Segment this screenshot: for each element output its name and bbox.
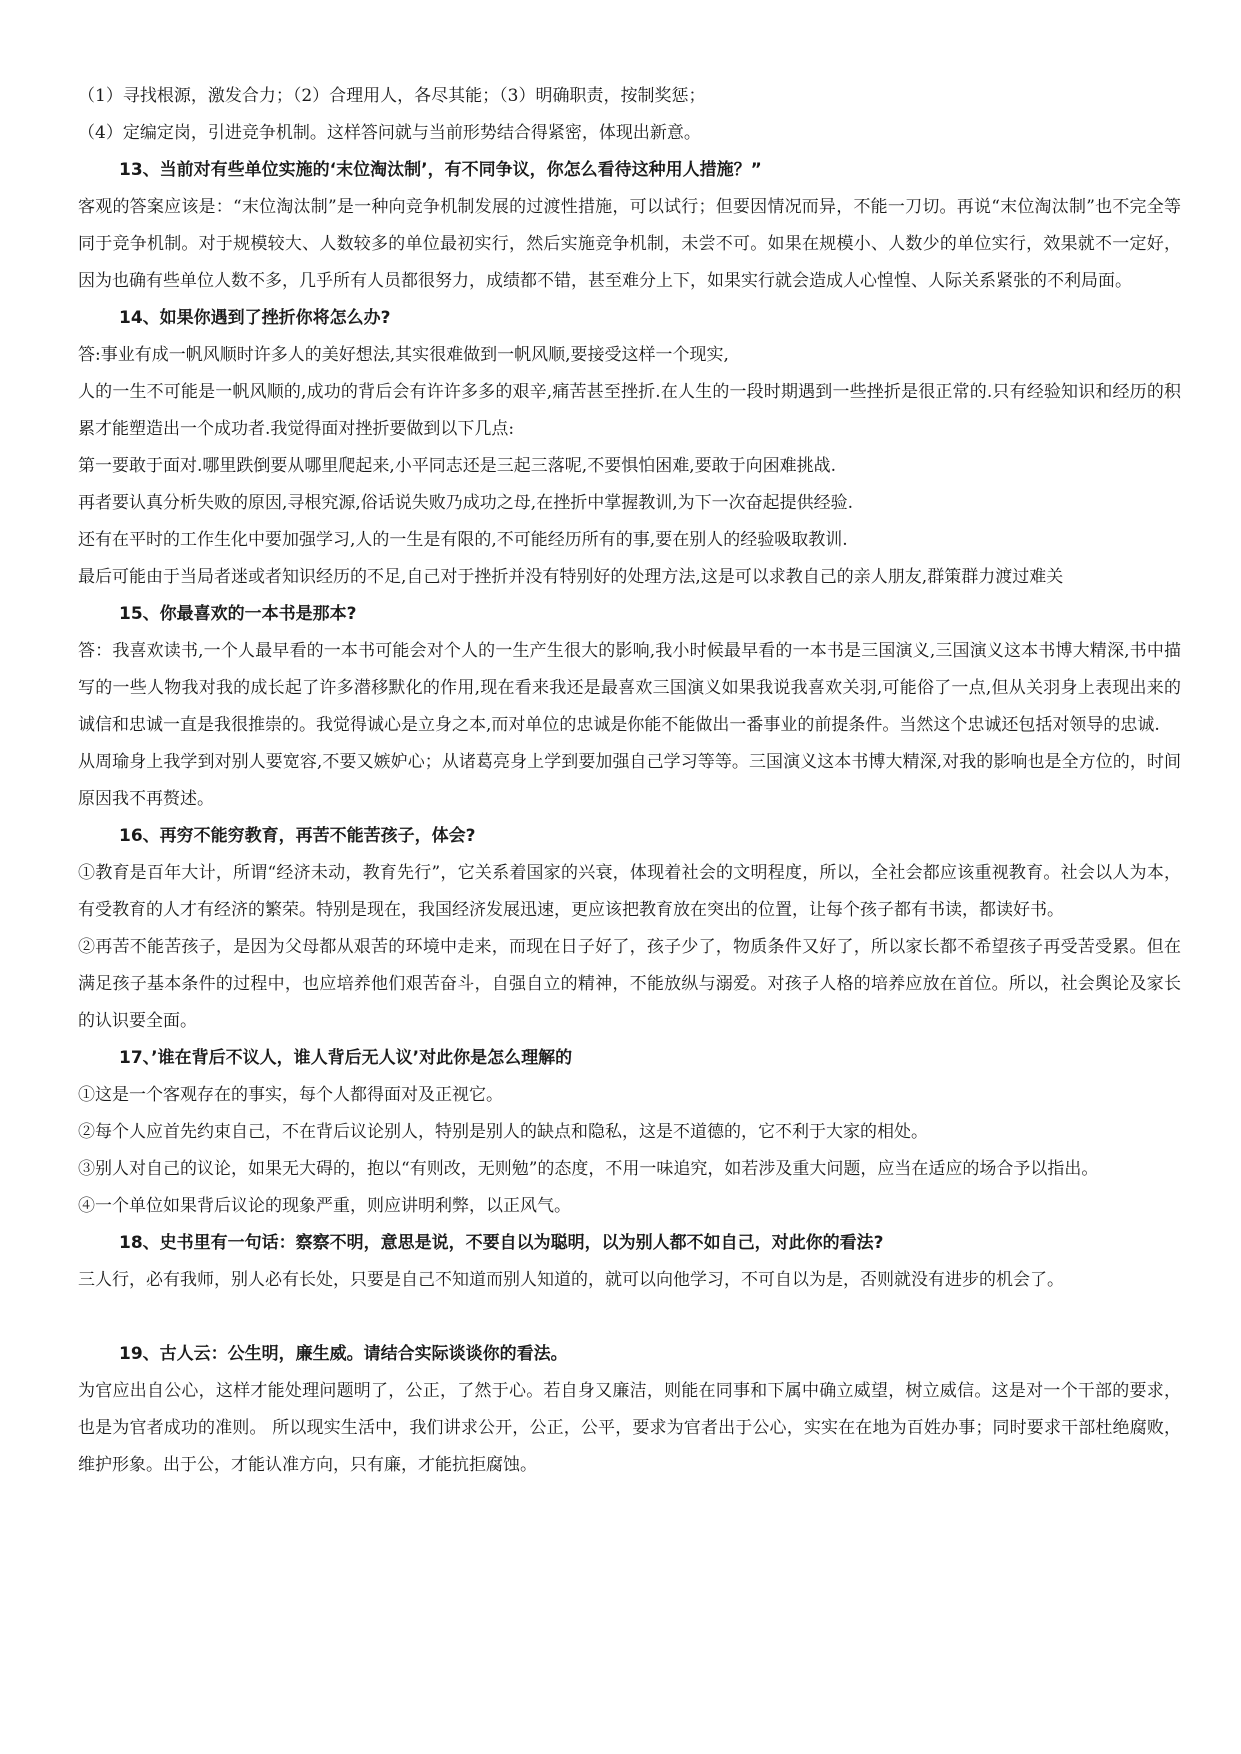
question-16-answer-1: ①教育是百年大计，所谓“经济未动，教育先行”，它关系着国家的兴衰，体现着社会的文明程度，所以，全社会都应该重视教育。社会以人为本，有受教育的人才有经济的繁荣。特别是现在，我国经济发展迅速，更应该把教育放在突出的位置，让每个孩子都有书读，都读好书。 [78,863,1181,920]
question-17-answer-3: ③别人对自己的议论，如果无大碍的，抱以“有则改，无则勉”的态度，不用一味追究，如若涉及重大问题，应当在适应的场合予以指出。 [78,1159,1099,1179]
question-16-title: 16、再穷不能穷教育，再苦不能苦孩子，体会? [119,826,476,846]
question-15-title: 15、你最喜欢的一本书是那本? [119,604,357,624]
question-18-title: 18、史书里有一句话：察察不明，意思是说，不要自以为聪明，以为别人都不如自己，对此你的看法? [119,1233,884,1253]
question-14-answer-5: 还有在平时的工作生化中要加强学习,人的一生是有限的,不可能经历所有的事,要在别人的经验吸取教训. [78,530,848,550]
question-14-title: 14、如果你遇到了挫折你将怎么办? [119,308,391,328]
intro-line-2: （4）定编定岗，引进竞争机制。这样答问就与当前形势结合得紧密，体现出新意。 [78,123,701,143]
question-13-title: 13、当前对有些单位实施的‘末位淘汰制’，有不同争议，你怎么看待这种用人措施？” [119,160,762,180]
question-15-answer-1: 答：我喜欢读书,一个人最早看的一本书可能会对个人的一生产生很大的影响,我小时候最早看的一本书是三国演义,三国演义这本书博大精深,书中描写的一些人物我对我的成长起了许多潜移默化的作用,现在看来我还是最喜欢三国演义如果我说我喜欢关羽,可能俗了一点,但从关羽身上表现出来的诚信和忠诚一直是我很推崇的。我觉得诚心是立身之本,而对单位的忠诚是你能不能做出一番事业的前提条件。当然这个忠诚还包括对领导的忠诚. [78,641,1181,735]
question-17-title: 17、’谁在背后不议人，谁人背后无人议’对此你是怎么理解的 [119,1048,573,1068]
question-18-answer: 三人行，必有我师，别人必有长处，只要是自己不知道而别人知道的，就可以向他学习，不可自以为是，否则就没有进步的机会了。 [78,1270,1064,1290]
question-17-answer-2: ②每个人应首先约束自己，不在背后议论别人，特别是别人的缺点和隐私，这是不道德的，它不利于大家的相处。 [78,1122,928,1142]
question-15-answer-2: 从周瑜身上我学到对别人要宽容,不要又嫉妒心；从诸葛亮身上学到要加强自己学习等等。三国演义这本书博大精深,对我的影响也是全方位的，时间原因我不再赘述。 [78,752,1181,809]
question-14-answer-6: 最后可能由于当局者迷或者知识经历的不足,自己对于挫折并没有特别好的处理方法,这是可以求教自己的亲人朋友,群策群力渡过难关 [78,567,1064,587]
question-16-answer-2: ②再苦不能苦孩子，是因为父母都从艰苦的环境中走来，而现在日子好了，孩子少了，物质条件又好了，所以家长都不希望孩子再受苦受累。但在满足孩子基本条件的过程中，也应培养他们艰苦奋斗，自强自立的精神，不能放纵与溺爱。对孩子人格的培养应放在首位。所以，社会舆论及家长的认识要全面。 [78,937,1181,1031]
question-14-answer-3: 第一要敢于面对.哪里跌倒要从哪里爬起来,小平同志还是三起三落呢,不要惧怕困难,要敢于向困难挑战. [78,456,837,476]
question-13-answer: 客观的答案应该是：“末位淘汰制”是一种向竞争机制发展的过渡性措施，可以试行；但要因情况而异，不能一刀切。再说“末位淘汰制”也不完全等同于竞争机制。对于规模较大、人数较多的单位最初实行，然后实施竞争机制，未尝不可。如果在规模小、人数少的单位实行，效果就不一定好，因为也确有些单位人数不多，几乎所有人员都很努力，成绩都不错，甚至难分上下，如果实行就会造成人心惶惶、人际关系紧张的不利局面。 [78,197,1181,291]
section-spacer [78,1299,1181,1336]
intro-line-1: （1）寻找根源，激发合力；（2）合理用人，各尽其能；（3）明确职责，按制奖惩； [78,86,706,106]
question-14-answer-2: 人的一生不可能是一帆风顺的,成功的背后会有许许多多的艰辛,痛苦甚至挫折.在人生的一段时期遇到一些挫折是很正常的.只有经验知识和经历的积累才能塑造出一个成功者.我觉得面对挫折要做到以下几点: [78,382,1181,439]
question-14-answer-1: 答:事业有成一帆风顺时许多人的美好想法,其实很难做到一帆风顺,要接受这样一个现实, [78,345,729,365]
question-19-answer: 为官应出自公心，这样才能处理问题明了，公正，了然于心。若自身又廉洁，则能在同事和下属中确立威望，树立威信。这是对一个干部的要求，也是为官者成功的准则。 所以现实生活中，我们讲求公开，公正，公平，要求为官者出于公心，实实在在地为百姓办事；同时要求干部杜绝腐败，维护形象。出于公，才能认准方向，只有廉，才能抗拒腐蚀。 [78,1381,1181,1475]
question-17-answer-1: ①这是一个客观存在的事实，每个人都得面对及正视它。 [78,1085,503,1105]
question-14-answer-4: 再者要认真分析失败的原因,寻根究源,俗话说失败乃成功之母,在挫折中掌握教训,为下一次奋起提供经验. [78,493,854,513]
question-17-answer-4: ④一个单位如果背后议论的现象严重，则应讲明利弊，以正风气。 [78,1196,571,1216]
question-19-title: 19、古人云：公生明，廉生威。请结合实际谈谈你的看法。 [119,1344,568,1364]
